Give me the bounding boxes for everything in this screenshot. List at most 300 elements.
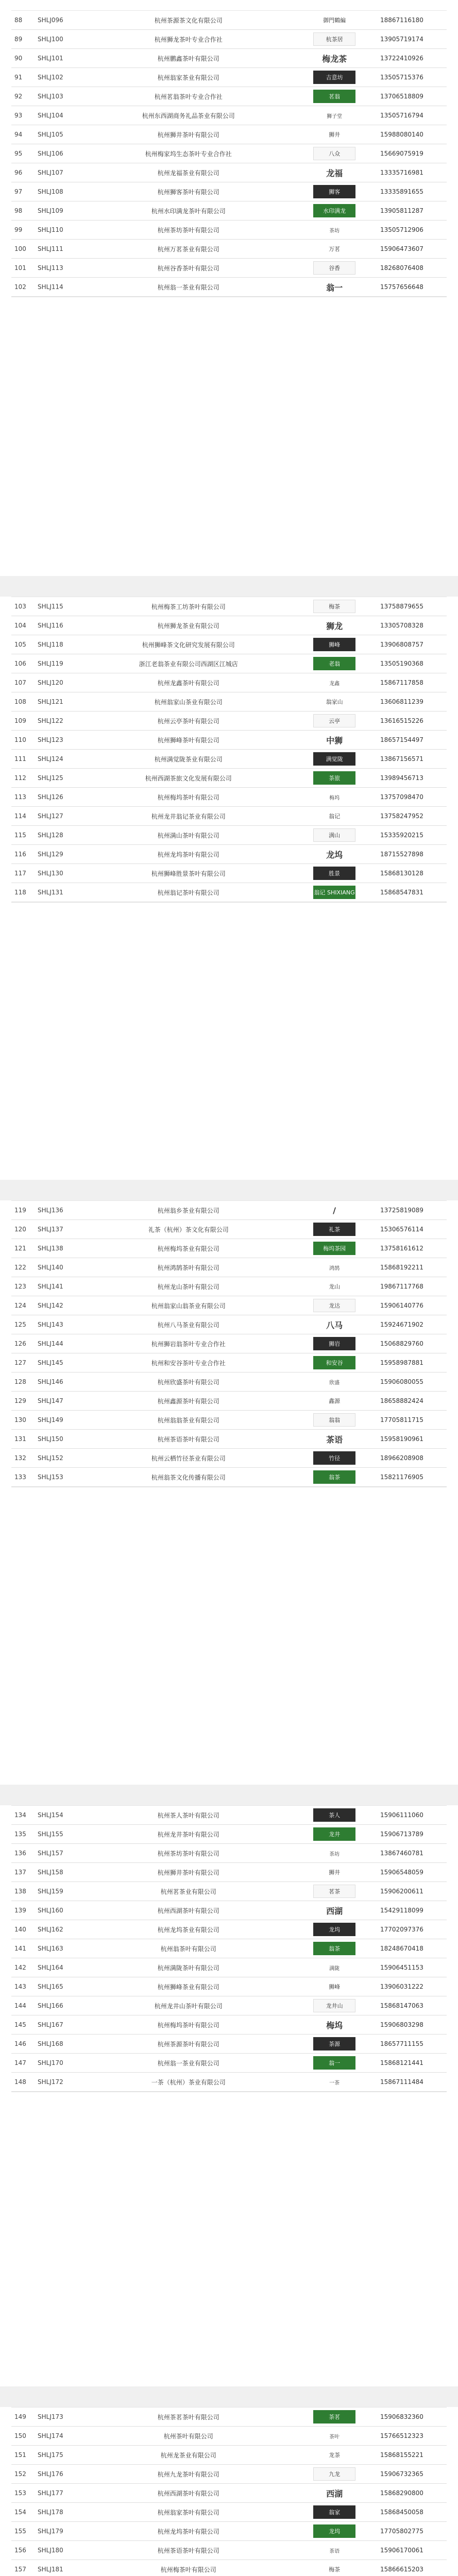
brand-logo-cell bbox=[292, 2541, 377, 2560]
row-index-cell bbox=[11, 883, 35, 902]
member-code: SHLJ163 bbox=[38, 1945, 63, 1952]
company-name-cell bbox=[85, 845, 292, 864]
brand-logo: 茶坊 bbox=[329, 1851, 340, 1857]
phone-number: 15906473607 bbox=[380, 245, 423, 252]
phone-number-cell bbox=[377, 182, 447, 201]
table-row bbox=[11, 2073, 447, 2092]
row-index-cell bbox=[11, 1996, 35, 2015]
table-row bbox=[11, 240, 447, 259]
member-code-cell bbox=[35, 1201, 85, 1220]
brand-logo-cell bbox=[292, 1258, 377, 1277]
phone-number: 15821176905 bbox=[380, 1473, 423, 1481]
row-index-cell bbox=[11, 1353, 35, 1372]
member-code-cell bbox=[35, 1334, 85, 1353]
member-code: SHLJ146 bbox=[38, 1378, 63, 1385]
row-index: 98 bbox=[14, 207, 23, 214]
brand-logo-cell bbox=[292, 144, 377, 163]
member-code-cell bbox=[35, 1996, 85, 2015]
phone-number: 13905811287 bbox=[380, 207, 423, 214]
row-index-cell bbox=[11, 1220, 35, 1239]
table-row bbox=[11, 788, 447, 807]
company-name: 杭州茶叶有限公司 bbox=[163, 2432, 213, 2440]
member-code: SHLJ170 bbox=[38, 2059, 63, 2066]
phone-number: 15906080055 bbox=[380, 1378, 423, 1385]
company-name: 杭州云亭茶叶有限公司 bbox=[157, 717, 219, 725]
brand-logo: 八众 bbox=[313, 147, 355, 160]
row-index-cell bbox=[11, 1939, 35, 1958]
table-row bbox=[11, 1449, 447, 1468]
phone-number-cell bbox=[377, 1844, 447, 1863]
brand-logo: 龙坞 bbox=[313, 1923, 355, 1936]
member-code: SHLJ136 bbox=[38, 1207, 63, 1214]
phone-number-cell bbox=[377, 769, 447, 788]
brand-logo-cell bbox=[292, 711, 377, 731]
phone-number: 13758247952 bbox=[380, 812, 423, 820]
phone-number-cell bbox=[377, 2408, 447, 2427]
member-code-cell bbox=[35, 2560, 85, 2576]
brand-logo: 和安谷 bbox=[313, 1356, 355, 1369]
row-index: 144 bbox=[14, 2002, 26, 2009]
company-name-cell bbox=[85, 826, 292, 845]
brand-logo-cell bbox=[292, 1430, 377, 1449]
member-code-cell bbox=[35, 68, 85, 87]
member-code: SHLJ120 bbox=[38, 679, 63, 686]
phone-number-cell bbox=[377, 2560, 447, 2576]
member-code: SHLJ175 bbox=[38, 2451, 63, 2459]
brand-logo: 梅坞 bbox=[326, 2020, 343, 2030]
row-index: 121 bbox=[14, 1245, 26, 1252]
table-row bbox=[11, 1806, 447, 1825]
row-index: 111 bbox=[14, 755, 26, 762]
table-row bbox=[11, 883, 447, 902]
member-code: SHLJ123 bbox=[38, 736, 63, 743]
row-index: 134 bbox=[14, 1811, 26, 1819]
company-name: 杭州和安谷茶叶专业合作社 bbox=[151, 1359, 226, 1367]
phone-number: 15958190961 bbox=[380, 1435, 423, 1443]
brand-logo-cell bbox=[292, 2484, 377, 2503]
company-name-cell bbox=[85, 1296, 292, 1315]
brand-logo-cell bbox=[292, 1825, 377, 1844]
row-index: 152 bbox=[14, 2470, 26, 2478]
company-name: 杭州梅家坞生态茶叶专业合作社 bbox=[145, 150, 232, 158]
row-index-cell bbox=[11, 2484, 35, 2503]
phone-number: 18658882424 bbox=[380, 1397, 423, 1404]
company-name-cell bbox=[85, 1277, 292, 1296]
brand-logo: 狮客 bbox=[313, 185, 355, 198]
member-code: SHLJ167 bbox=[38, 2021, 63, 2028]
company-name-cell bbox=[85, 1334, 292, 1353]
phone-number-cell bbox=[377, 87, 447, 106]
company-name: 杭州茗茶业有限公司 bbox=[160, 1888, 216, 1895]
row-index: 112 bbox=[14, 774, 26, 782]
phone-number: 18268076408 bbox=[380, 264, 423, 272]
member-code-cell bbox=[35, 2035, 85, 2054]
row-index: 88 bbox=[14, 16, 23, 24]
phone-number: 15669075919 bbox=[380, 150, 423, 157]
brand-logo-cell bbox=[292, 1920, 377, 1939]
phone-number-cell bbox=[377, 68, 447, 87]
row-index-cell bbox=[11, 2073, 35, 2092]
company-name: 杭州茶语茶叶有限公司 bbox=[157, 1435, 219, 1443]
phone-number: 15757656648 bbox=[380, 283, 423, 291]
brand-logo-cell bbox=[292, 1939, 377, 1958]
row-index-cell bbox=[11, 1296, 35, 1315]
phone-number: 15906713789 bbox=[380, 1831, 423, 1838]
company-name: 杭州龙福茶业有限公司 bbox=[157, 169, 219, 177]
brand-logo: 八马 bbox=[326, 1320, 343, 1330]
brand-logo: 翁茶 bbox=[313, 1942, 355, 1955]
member-code: SHLJ103 bbox=[38, 93, 63, 100]
brand-logo-cell bbox=[292, 845, 377, 864]
company-name-cell bbox=[85, 49, 292, 68]
company-name: 杭州西湖茶叶有限公司 bbox=[157, 2489, 219, 2497]
phone-number: 13305708328 bbox=[380, 622, 423, 629]
member-code-cell bbox=[35, 1806, 85, 1825]
table-block-2 bbox=[11, 597, 447, 903]
member-code-cell bbox=[35, 750, 85, 769]
row-index: 125 bbox=[14, 1321, 26, 1328]
phone-number: 15766512323 bbox=[380, 2432, 423, 2439]
row-index-cell bbox=[11, 654, 35, 673]
table-row bbox=[11, 1901, 447, 1920]
company-name-cell bbox=[85, 201, 292, 221]
row-index-cell bbox=[11, 2035, 35, 2054]
company-name: 杭州满陇茶叶有限公司 bbox=[157, 1964, 219, 1972]
phone-number: 15335920215 bbox=[380, 832, 423, 839]
phone-number: 15958987881 bbox=[380, 1359, 423, 1366]
phone-number: 15924671902 bbox=[380, 1321, 423, 1328]
company-name: 杭州龙井茶叶有限公司 bbox=[157, 1831, 219, 1838]
brand-logo-cell bbox=[292, 68, 377, 87]
member-code: SHLJ109 bbox=[38, 207, 63, 214]
row-index: 110 bbox=[14, 736, 26, 743]
brand-logo-cell bbox=[292, 125, 377, 144]
brand-logo: 茶茗 bbox=[313, 2410, 355, 2424]
member-code: SHLJ138 bbox=[38, 1245, 63, 1252]
phone-number-cell bbox=[377, 616, 447, 635]
member-code: SHLJ125 bbox=[38, 774, 63, 782]
row-index-cell bbox=[11, 11, 35, 30]
brand-logo: 老翁 bbox=[313, 657, 355, 670]
company-name-cell bbox=[85, 1411, 292, 1430]
table-row bbox=[11, 125, 447, 144]
member-code: SHLJ114 bbox=[38, 283, 63, 291]
company-name: 杭州翁家茶业有限公司 bbox=[157, 74, 219, 81]
phone-number: 15906732365 bbox=[380, 2470, 423, 2478]
company-name: 杭州谷香茶叶有限公司 bbox=[157, 264, 219, 272]
table-row bbox=[11, 1958, 447, 1977]
section-gap bbox=[0, 1180, 458, 1200]
phone-number: 15906832360 bbox=[380, 2413, 423, 2420]
company-name: 杭州龙坞茶叶有限公司 bbox=[157, 851, 219, 858]
row-index: 133 bbox=[14, 1473, 26, 1481]
member-code-cell bbox=[35, 144, 85, 163]
member-code: SHLJ119 bbox=[38, 660, 63, 667]
company-name-cell bbox=[85, 807, 292, 826]
brand-logo: 谷香 bbox=[313, 261, 355, 275]
member-code: SHLJ177 bbox=[38, 2489, 63, 2497]
company-name: 杭州茶人茶叶有限公司 bbox=[157, 1811, 219, 1819]
brand-logo-cell bbox=[292, 1449, 377, 1468]
member-code: SHLJ129 bbox=[38, 851, 63, 858]
table-row bbox=[11, 1334, 447, 1353]
brand-logo-cell bbox=[292, 1411, 377, 1430]
company-name-cell bbox=[85, 2073, 292, 2092]
member-code-cell bbox=[35, 259, 85, 278]
brand-logo-cell bbox=[292, 2446, 377, 2465]
brand-logo-cell bbox=[292, 2015, 377, 2035]
member-code: SHLJ111 bbox=[38, 245, 63, 252]
table-row bbox=[11, 1277, 447, 1296]
phone-number-cell bbox=[377, 826, 447, 845]
row-index: 151 bbox=[14, 2451, 26, 2459]
company-name: 杭州龙井山茶叶有限公司 bbox=[154, 2002, 223, 2010]
table-row bbox=[11, 731, 447, 750]
row-index: 145 bbox=[14, 2021, 26, 2028]
row-index-cell bbox=[11, 2503, 35, 2522]
member-code-cell bbox=[35, 1882, 85, 1901]
company-name-cell bbox=[85, 1430, 292, 1449]
phone-number: 15906140776 bbox=[380, 1302, 423, 1309]
brand-logo-cell bbox=[292, 1977, 377, 1996]
member-code: SHLJ116 bbox=[38, 622, 63, 629]
phone-number-cell bbox=[377, 2054, 447, 2073]
company-name-cell bbox=[85, 125, 292, 144]
table-row bbox=[11, 2465, 447, 2484]
phone-number-cell bbox=[377, 1392, 447, 1411]
brand-logo: 满陇 bbox=[329, 1965, 340, 1972]
company-name-cell bbox=[85, 597, 292, 616]
phone-number: 18867116180 bbox=[380, 16, 423, 24]
member-code: SHLJ181 bbox=[38, 2566, 63, 2573]
company-name: 一茶（杭州）茶业有限公司 bbox=[151, 2078, 226, 2086]
company-name: 杭州梅坞茶业有限公司 bbox=[157, 1245, 219, 1252]
row-index-cell bbox=[11, 1882, 35, 1901]
member-code-cell bbox=[35, 125, 85, 144]
company-name: 杭州欣盛茶叶有限公司 bbox=[157, 1378, 219, 1386]
company-name-cell bbox=[85, 68, 292, 87]
row-index-cell bbox=[11, 750, 35, 769]
row-index: 149 bbox=[14, 2413, 26, 2420]
member-code: SHLJ145 bbox=[38, 1359, 63, 1366]
member-code: SHLJ105 bbox=[38, 131, 63, 138]
phone-number-cell bbox=[377, 1411, 447, 1430]
company-name-cell bbox=[85, 1372, 292, 1392]
member-code-cell bbox=[35, 1901, 85, 1920]
row-index: 106 bbox=[14, 660, 26, 667]
brand-logo: 茗茶 bbox=[313, 1885, 355, 1898]
row-index-cell bbox=[11, 1239, 35, 1258]
row-index-cell bbox=[11, 1201, 35, 1220]
phone-number: 18657711155 bbox=[380, 2040, 423, 2047]
company-name-cell bbox=[85, 692, 292, 711]
brand-logo: 一茶 bbox=[329, 2080, 340, 2086]
brand-logo-cell bbox=[292, 1468, 377, 1487]
row-index-cell bbox=[11, 1958, 35, 1977]
phone-number: 15068829760 bbox=[380, 1340, 423, 1347]
row-index: 131 bbox=[14, 1435, 26, 1443]
row-index-cell bbox=[11, 2015, 35, 2035]
row-index-cell bbox=[11, 259, 35, 278]
company-name-cell bbox=[85, 1863, 292, 1882]
company-name: 杭州鸿鹄茶叶有限公司 bbox=[157, 1264, 219, 1272]
row-index-cell bbox=[11, 1468, 35, 1487]
phone-number-cell bbox=[377, 1901, 447, 1920]
brand-logo-cell bbox=[292, 864, 377, 883]
brand-logo: 满山 bbox=[313, 828, 355, 842]
phone-number: 18966208908 bbox=[380, 1454, 423, 1462]
phone-number: 15868192211 bbox=[380, 1264, 423, 1271]
company-name: 杭州茶源茶文化有限公司 bbox=[154, 16, 223, 24]
table-row bbox=[11, 2054, 447, 2073]
company-name: 杭州狮峰茶文化研究发展有限公司 bbox=[142, 641, 235, 649]
brand-logo-cell bbox=[292, 769, 377, 788]
company-name: 杭州翁家山茶业有限公司 bbox=[154, 698, 223, 706]
member-code-cell bbox=[35, 1468, 85, 1487]
member-code-cell bbox=[35, 2522, 85, 2541]
row-index-cell bbox=[11, 1977, 35, 1996]
brand-logo-cell bbox=[292, 1296, 377, 1315]
phone-number-cell bbox=[377, 1220, 447, 1239]
member-code: SHLJ153 bbox=[38, 1473, 63, 1481]
brand-logo: 翁记 bbox=[329, 813, 341, 820]
phone-number-cell bbox=[377, 163, 447, 182]
row-index: 92 bbox=[14, 93, 23, 100]
member-code: SHLJ152 bbox=[38, 1454, 63, 1462]
table-row bbox=[11, 635, 447, 654]
brand-logo: 狮峰 bbox=[329, 1984, 341, 1990]
phone-number: 13606811239 bbox=[380, 698, 423, 705]
brand-logo: 龙坞 bbox=[313, 2524, 355, 2538]
phone-number-cell bbox=[377, 635, 447, 654]
brand-logo: 茶源 bbox=[313, 2037, 355, 2050]
row-index-cell bbox=[11, 2427, 35, 2446]
company-name-cell bbox=[85, 2522, 292, 2541]
brand-logo-cell bbox=[292, 278, 377, 297]
table-row bbox=[11, 1996, 447, 2015]
member-code: SHLJ143 bbox=[38, 1321, 63, 1328]
member-code: SHLJ176 bbox=[38, 2470, 63, 2478]
member-code: SHLJ128 bbox=[38, 832, 63, 839]
row-index: 94 bbox=[14, 131, 23, 138]
company-name-cell bbox=[85, 1977, 292, 1996]
phone-number: 15868121441 bbox=[380, 2059, 423, 2066]
brand-logo: 万茗 bbox=[329, 246, 341, 252]
row-index: 115 bbox=[14, 832, 26, 839]
phone-number-cell bbox=[377, 673, 447, 692]
phone-number: 13906808757 bbox=[380, 641, 423, 648]
brand-logo-cell bbox=[292, 11, 377, 30]
member-code: SHLJ142 bbox=[38, 1302, 63, 1309]
phone-number-cell bbox=[377, 731, 447, 750]
brand-logo-cell bbox=[292, 692, 377, 711]
brand-logo-cell bbox=[292, 1372, 377, 1392]
phone-number: 15868450058 bbox=[380, 2509, 423, 2516]
table-row bbox=[11, 1468, 447, 1487]
company-name: 杭州西湖茶叶有限公司 bbox=[157, 1907, 219, 1914]
member-code-cell bbox=[35, 673, 85, 692]
member-code-cell bbox=[35, 1258, 85, 1277]
row-index: 148 bbox=[14, 2078, 26, 2086]
company-name: 杭州狮峰胜景茶叶有限公司 bbox=[151, 870, 226, 877]
row-index: 132 bbox=[14, 1454, 26, 1462]
member-code-cell bbox=[35, 769, 85, 788]
company-name: 浙江老翁茶业有限公司西湖区江城店 bbox=[139, 660, 238, 668]
section-gap bbox=[0, 576, 458, 597]
phone-number-cell bbox=[377, 11, 447, 30]
phone-number-cell bbox=[377, 106, 447, 125]
table-row bbox=[11, 864, 447, 883]
company-name-cell bbox=[85, 2446, 292, 2465]
brand-logo: 西湖 bbox=[326, 2488, 343, 2499]
member-code-cell bbox=[35, 731, 85, 750]
table-row bbox=[11, 2560, 447, 2576]
company-name-cell bbox=[85, 731, 292, 750]
row-index: 140 bbox=[14, 1926, 26, 1933]
table-row bbox=[11, 769, 447, 788]
member-code-cell bbox=[35, 692, 85, 711]
company-name-cell bbox=[85, 2560, 292, 2576]
company-name: 杭州茶语茶叶有限公司 bbox=[157, 2547, 219, 2554]
brand-logo-cell bbox=[292, 1958, 377, 1977]
table-row bbox=[11, 1882, 447, 1901]
row-index-cell bbox=[11, 221, 35, 240]
row-index: 107 bbox=[14, 679, 26, 686]
company-name-cell bbox=[85, 2503, 292, 2522]
brand-logo: 龙坞 bbox=[326, 850, 343, 860]
phone-number-cell bbox=[377, 125, 447, 144]
member-code-cell bbox=[35, 1277, 85, 1296]
brand-logo-cell bbox=[292, 1392, 377, 1411]
member-code-cell bbox=[35, 2427, 85, 2446]
company-name-cell bbox=[85, 1844, 292, 1863]
table-block-4 bbox=[11, 1805, 447, 2092]
row-index-cell bbox=[11, 1372, 35, 1392]
row-index: 154 bbox=[14, 2509, 26, 2516]
company-name: 杭州龙坞茶叶有限公司 bbox=[157, 2528, 219, 2535]
member-code-cell bbox=[35, 2503, 85, 2522]
brand-logo-cell bbox=[292, 1315, 377, 1334]
company-name: 杭州龙坞茶业有限公司 bbox=[157, 1926, 219, 1934]
row-index-cell bbox=[11, 635, 35, 654]
company-name-cell bbox=[85, 1315, 292, 1334]
company-name: 礼茶（杭州）茶文化有限公司 bbox=[148, 1226, 229, 1233]
brand-logo-cell bbox=[292, 1353, 377, 1372]
phone-number-cell bbox=[377, 692, 447, 711]
table-row bbox=[11, 711, 447, 731]
phone-number: 13906031222 bbox=[380, 1983, 423, 1990]
phone-number: 15866615203 bbox=[380, 2566, 423, 2573]
row-index: 150 bbox=[14, 2432, 26, 2439]
brand-logo: 竹径 bbox=[313, 1451, 355, 1465]
phone-number: 13505190368 bbox=[380, 660, 423, 667]
company-name: 杭州翁茶文化传播有限公司 bbox=[151, 1473, 226, 1481]
row-index: 93 bbox=[14, 112, 23, 119]
phone-number-cell bbox=[377, 1449, 447, 1468]
brand-logo-cell bbox=[292, 1334, 377, 1353]
member-code: SHLJ173 bbox=[38, 2413, 63, 2420]
table-row bbox=[11, 807, 447, 826]
brand-logo-cell bbox=[292, 2465, 377, 2484]
row-index: 91 bbox=[14, 74, 23, 81]
row-index-cell bbox=[11, 2541, 35, 2560]
member-code-cell bbox=[35, 864, 85, 883]
brand-logo-cell bbox=[292, 731, 377, 750]
phone-number-cell bbox=[377, 201, 447, 221]
company-name: 杭州梅茶叶有限公司 bbox=[160, 2566, 216, 2573]
phone-number: 15868155221 bbox=[380, 2451, 423, 2459]
member-code: SHLJ168 bbox=[38, 2040, 63, 2047]
